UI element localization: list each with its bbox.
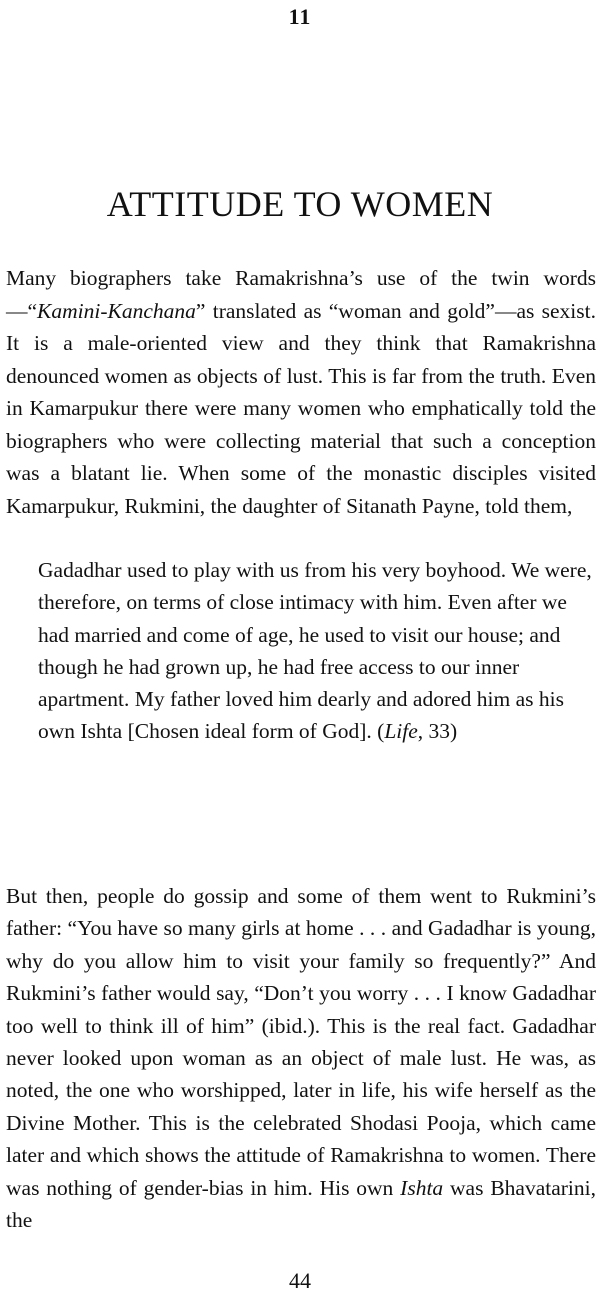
paragraph-2-text-a: But then, people do gossip and some of them went to Rukmini’s father: “You have so many girls at home . . . and Gadadhar is young, why do you allow him to visit your family so frequently?” And Rukmini’s father would say, “Don’t you worry . . . I know Gadadhar too well to think ill of him” (ibid.). This is the real fact. Gadadhar never looked upon woman as an object of male lust. He was, as noted, the one who worshipped, later in life, his wife herself as the Divine Mother. This is the celebrated Shodasi Pooja, which came later and which shows the attitude of Ramakrishna to women. There was nothing of gender-bias in him. His own (6, 884, 596, 1200)
page-number: 44 (289, 1268, 311, 1293)
paragraph-1-text-a: Many biographers take Ramakrishna’s use of the twin words—“ (6, 266, 596, 323)
paragraph-2-text-b: was Bhavatarini, the (6, 1175, 596, 1233)
quote-text: Gadadhar used to play with us from his very boyhood. We were, therefore, on terms of close intimacy with him. Even after we had married and come of age, he used to visit our house; and though he had grown up, he had free access to our inner apartment. My father loved him dearly and adored him as his own Ishta [Chosen ideal form of God]. ( (38, 558, 592, 744)
paragraph-2-emphasis: Ishta (400, 1175, 444, 1200)
chapter-title: ATTITUDE TO WOMEN (106, 184, 494, 224)
body-paragraph-2 (6, 880, 596, 1236)
quote-citation-title: Life (384, 719, 418, 744)
quote-citation-end: , 33) (417, 719, 458, 744)
chapter-number: 11 (288, 4, 312, 29)
paragraph-1-text-b: ” translated as “woman and gold”—as sexist. It is a male-oriented view and they think that Ramakrishna denounced women as objects of lust. This is far from the truth. Even in Kamarpukur there were many women who emphatically told the biographers who were collecting material that such a conception was a blatant lie. When some of the monastic disciples visited Kamarpukur, Rukmini, the daughter of Sitanath Payne, told them, (6, 298, 596, 518)
paragraph-1-emphasis: Kamini-Kanchana (37, 298, 196, 323)
body-paragraph-1 (6, 262, 596, 522)
block-quote (38, 554, 595, 748)
